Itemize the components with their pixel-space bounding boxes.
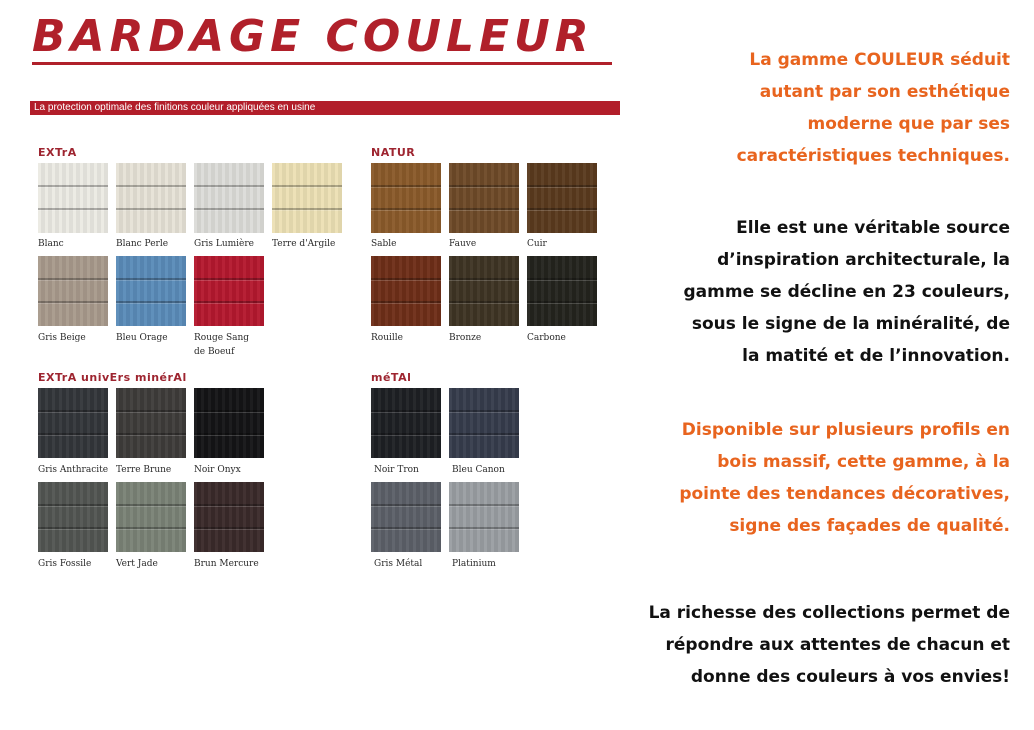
swatch-blanc <box>38 163 108 233</box>
swatch-label-carbone: Carbone <box>527 333 566 343</box>
swatch-fauve <box>449 163 519 233</box>
swatch-carbone <box>527 256 597 326</box>
paragraph-inspiration <box>590 212 1010 372</box>
section-title-extra: EXTrA <box>38 146 77 159</box>
swatch-label-brun-mercure: Brun Mercure <box>194 559 259 569</box>
title-underline <box>32 62 612 65</box>
paragraph-line: moderne que par ses <box>807 114 1010 134</box>
subtitle-banner: La protection optimale des finitions couleur appliquées en usine <box>30 101 620 115</box>
paragraph-line: La gamme COULEUR séduit <box>749 50 1010 70</box>
swatch-label-bleu-canon: Bleu Canon <box>452 465 505 475</box>
swatch-label-platinium: Platinium <box>452 559 496 569</box>
swatch-label-noir-tron: Noir Tron <box>374 465 419 475</box>
swatch-label-gris-anthracite: Gris Anthracite <box>38 465 109 475</box>
paragraph-line: caractéristiques techniques. <box>736 146 1010 166</box>
paragraph-line: d’inspiration architecturale, la <box>717 250 1010 270</box>
swatch-cuir <box>527 163 597 233</box>
paragraph-line: gamme se décline en 23 couleurs, <box>683 282 1010 302</box>
swatch-label-gris-lumiere: Gris Lumière <box>194 239 254 249</box>
swatch-label-gris-fossile: Gris Fossile <box>38 559 92 569</box>
swatch-label-gris-beige: Gris Beige <box>38 333 86 343</box>
swatch-gris-metal <box>371 482 441 552</box>
paragraph-line: donne des couleurs à vos envies! <box>690 667 1010 687</box>
swatch-vert-jade <box>116 482 186 552</box>
swatch-brun-mercure <box>194 482 264 552</box>
paragraph-line: Elle est une véritable source <box>736 218 1010 238</box>
swatch-label-bleu-orage: Bleu Orage <box>116 333 168 343</box>
swatch-label-cuir: Cuir <box>527 239 547 249</box>
section-title-extra-univers-mineral: EXTrA univErs minérAl <box>38 371 187 384</box>
swatch-gris-anthracite <box>38 388 108 458</box>
paragraph-line: pointe des tendances décoratives, <box>679 484 1010 504</box>
swatch-bronze <box>449 256 519 326</box>
paragraph-line: Disponible sur plusieurs profils en <box>681 420 1010 440</box>
swatch-gris-lumiere <box>194 163 264 233</box>
page-title: BARDAGE COULEUR <box>32 11 594 62</box>
swatch-gris-fossile <box>38 482 108 552</box>
swatch-noir-tron <box>371 388 441 458</box>
paragraph-richness <box>590 597 1010 693</box>
swatch-rouille <box>371 256 441 326</box>
paragraph-line: signe des façades de qualité. <box>729 516 1010 536</box>
section-title-metal: méTAl <box>371 371 412 384</box>
paragraph-profiles <box>590 414 1010 542</box>
swatch-label-gris-metal: Gris Métal <box>374 559 423 569</box>
swatch-label-blanc: Blanc <box>38 239 64 249</box>
paragraph-line: sous le signe de la minéralité, de <box>691 314 1010 334</box>
swatch-rouge-sang-de-boeuf <box>194 256 264 326</box>
swatch-noir-onyx <box>194 388 264 458</box>
swatch-label-rouille: Rouille <box>371 333 403 343</box>
paragraph-line: la matité et de l’innovation. <box>742 346 1010 366</box>
swatch-sable <box>371 163 441 233</box>
swatch-label-noir-onyx: Noir Onyx <box>194 465 241 475</box>
paragraph-line: répondre aux attentes de chacun et <box>665 635 1010 655</box>
paragraph-line: bois massif, cette gamme, à la <box>717 452 1010 472</box>
swatch-label-rouge-sang-de-boeuf: Rouge Sang de Boeuf <box>194 333 250 357</box>
swatch-bleu-orage <box>116 256 186 326</box>
swatch-label-blanc-perle: Blanc Perle <box>116 239 169 249</box>
swatch-bleu-canon <box>449 388 519 458</box>
swatch-terre-brune <box>116 388 186 458</box>
swatch-terre-d-argile <box>272 163 342 233</box>
swatch-label-vert-jade: Vert Jade <box>116 559 158 569</box>
swatch-blanc-perle <box>116 163 186 233</box>
swatch-gris-beige <box>38 256 108 326</box>
section-title-natur: NATUR <box>371 146 416 159</box>
swatch-label-terre-brune: Terre Brune <box>116 465 172 475</box>
swatch-label-terre-d-argile: Terre d'Argile <box>272 239 336 249</box>
swatch-label-fauve: Fauve <box>449 239 477 249</box>
swatch-platinium <box>449 482 519 552</box>
paragraph-line: La richesse des collections permet de <box>648 603 1010 623</box>
paragraph-intro <box>590 44 1010 172</box>
swatch-label-bronze: Bronze <box>449 333 482 343</box>
swatch-label-sable: Sable <box>371 239 397 249</box>
paragraph-line: autant par son esthétique <box>759 82 1010 102</box>
